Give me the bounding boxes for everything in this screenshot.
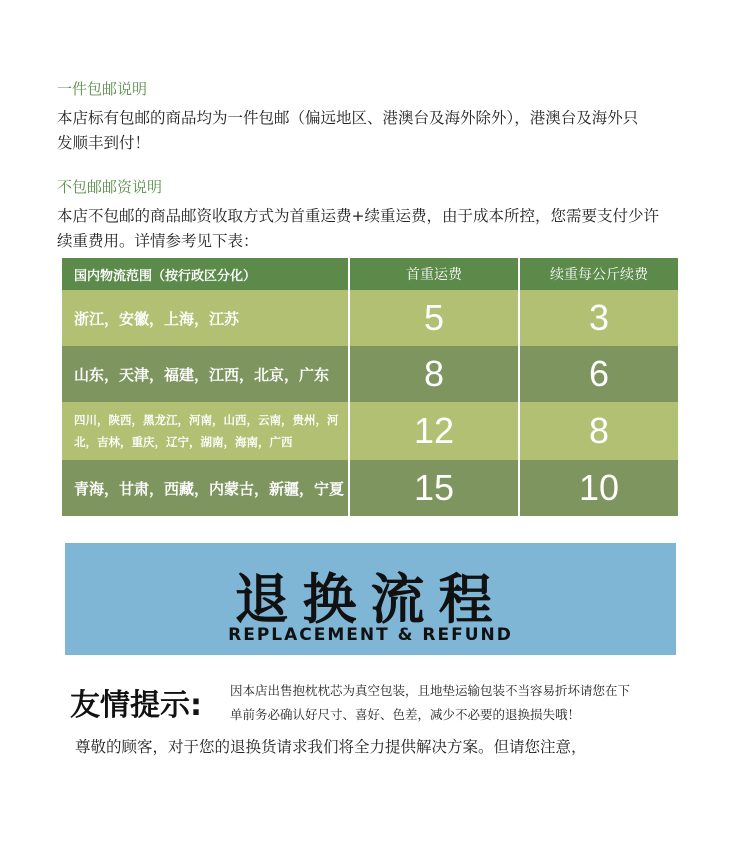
header-region: 国内物流范围（按行政区分化） — [74, 268, 257, 284]
header-first-weight: 首重运费 — [406, 267, 462, 283]
row-region: 浙江，安徽，上海，江苏 — [74, 309, 240, 328]
table-row — [62, 346, 678, 402]
row-region-line-1: 四川，陕西，黑龙江，河南，山西，云南，贵州，河 — [74, 413, 339, 427]
table-row — [62, 402, 678, 460]
row-first-fee: 8 — [423, 353, 445, 394]
non-free-shipping-line-2: 续重费用。详情参考见下表： — [57, 232, 259, 250]
free-shipping-line-2: 发顺丰到付！ — [57, 134, 151, 152]
shipping-fee-table — [62, 258, 678, 516]
row-region — [62, 402, 348, 460]
non-free-shipping-line-1: 本店不包邮的商品邮资收取方式为首重运费+续重运费，由于成本所控，您需要支付少许 — [57, 207, 659, 225]
row-region-line-2: 北，吉林，重庆，辽宁，湖南，海南，广西 — [74, 435, 293, 449]
header-extra-weight: 续重每公斤续费 — [550, 267, 648, 283]
free-shipping-title: 一件包邮说明 — [57, 80, 148, 98]
return-process-banner — [65, 543, 676, 655]
table-row — [62, 460, 678, 516]
row-first-fee: 12 — [413, 410, 455, 451]
banner-title-cn: 退换流程 — [234, 568, 507, 631]
row-extra-fee: 3 — [588, 297, 610, 338]
friendly-tip-line-1: 因本店出售抱枕枕芯为真空包装，且地垫运输包装不当容易折坏请您在下 — [230, 683, 631, 698]
row-region: 青海，甘肃，西藏，内蒙古，新疆，宁夏 — [74, 479, 345, 498]
row-extra-fee: 8 — [588, 410, 610, 451]
friendly-tip-title: 友情提示: — [70, 688, 202, 723]
row-region: 山东，天津，福建，江西，北京，广东 — [74, 365, 330, 384]
table-header-row — [62, 258, 678, 290]
friendly-tip-line-2: 单前务必确认好尺寸、喜好、色差，减少不必要的退换损失哦！ — [230, 707, 581, 722]
row-extra-fee: 10 — [578, 467, 620, 508]
table-row — [62, 290, 678, 346]
free-shipping-line-1: 本店标有包邮的商品均为一件包邮（偏远地区、港澳台及海外除外），港澳台及海外只 — [57, 109, 639, 127]
closing-statement: 尊敬的顾客，对于您的退换货请求我们将全力提供解决方案。但请您注意， — [75, 738, 587, 756]
row-first-fee: 15 — [413, 467, 455, 508]
non-free-shipping-title: 不包邮邮资说明 — [57, 178, 163, 196]
banner-title-en: REPLACEMENT & REFUND — [228, 625, 513, 645]
row-extra-fee: 6 — [588, 353, 610, 394]
row-first-fee: 5 — [423, 297, 445, 338]
